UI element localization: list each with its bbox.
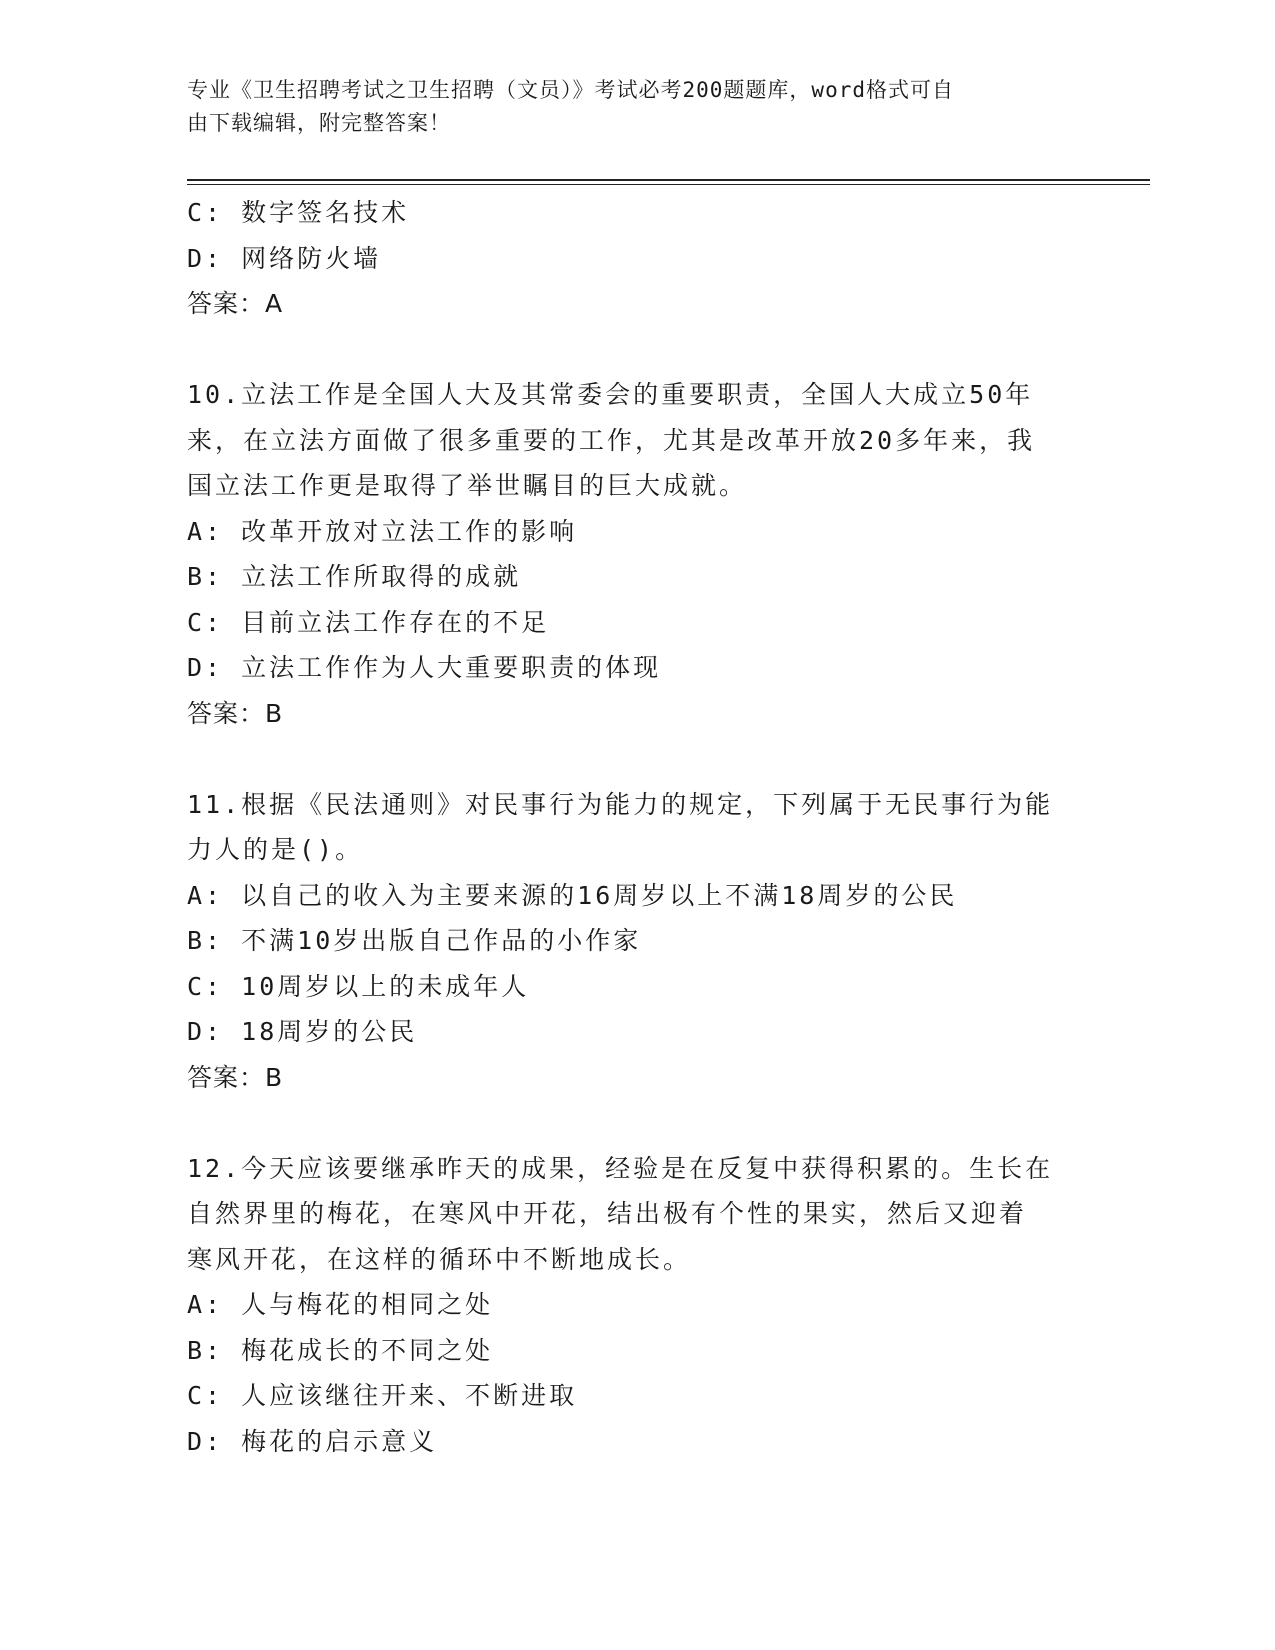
q9-option-d: D: 网络防火墙	[187, 243, 382, 273]
q12-option-c: C: 人应该继往开来、不断进取	[187, 1381, 578, 1410]
q11-stem-line-2: 力人的是()。	[187, 835, 364, 864]
q11-option-a: A: 以自己的收入为主要来源的16周岁以上不满18周岁的公民	[187, 880, 958, 910]
q10-option-c: C: 目前立法工作存在的不足	[187, 607, 550, 637]
q11-stem-line-1: 11.根据《民法通则》对民事行为能力的规定，下列属于无民事行为能	[187, 789, 1054, 819]
q10-option-d: D: 立法工作作为人大重要职责的体现	[187, 653, 662, 682]
header-divider-thick	[187, 179, 1150, 181]
q11-answer: 答案：B	[187, 1062, 284, 1092]
q9-answer: 答案：A	[187, 289, 284, 318]
header-line-2: 由下载编辑，附完整答案！	[187, 111, 451, 135]
q12-stem-line-1: 12.今天应该要继承昨天的成果，经验是在反复中获得积累的。生长在	[187, 1153, 1054, 1183]
q12-stem-line-2: 自然界里的梅花，在寒风中开花，结出极有个性的果实，然后又迎着	[187, 1199, 1028, 1228]
question-11	[187, 782, 1087, 1101]
q9-option-c: C: 数字签名技术	[187, 198, 410, 227]
header-line-1: 专业《卫生招聘考试之卫生招聘（文员）》考试必考200题题库，word格式可自	[187, 78, 954, 102]
q10-option-b: B: 立法工作所取得的成就	[187, 562, 522, 591]
document-header	[187, 74, 1067, 140]
question-9	[187, 190, 1087, 327]
q12-option-a: A: 人与梅花的相同之处	[187, 1290, 494, 1319]
q11-option-c: C: 10周岁以上的未成年人	[187, 971, 530, 1001]
question-12	[187, 1146, 1087, 1465]
question-spacer	[187, 736, 1087, 782]
question-spacer	[187, 327, 1087, 373]
q10-answer: 答案：B	[187, 698, 284, 728]
question-10	[187, 372, 1087, 736]
question-spacer	[187, 1100, 1087, 1146]
q10-stem-line-1: 10.立法工作是全国人大及其常委会的重要职责，全国人大成立50年	[187, 380, 1034, 409]
q12-option-b: B: 梅花成长的不同之处	[187, 1335, 494, 1365]
q10-option-a: A: 改革开放对立法工作的影响	[187, 516, 578, 546]
question-list	[187, 190, 1087, 1464]
q10-stem-line-2: 来，在立法方面做了很多重要的工作，尤其是改革开放20多年来，我	[187, 425, 1036, 455]
q12-stem-line-3: 寒风开花，在这样的循环中不断地成长。	[187, 1244, 692, 1274]
q12-option-d: D: 梅花的启示意义	[187, 1426, 438, 1456]
q11-option-d: D: 18周岁的公民	[187, 1017, 418, 1046]
q10-stem-line-3: 国立法工作更是取得了举世瞩目的巨大成就。	[187, 471, 748, 500]
header-divider-thin	[187, 184, 1150, 185]
q11-option-b: B: 不满10岁出版自己作品的小作家	[187, 926, 642, 955]
